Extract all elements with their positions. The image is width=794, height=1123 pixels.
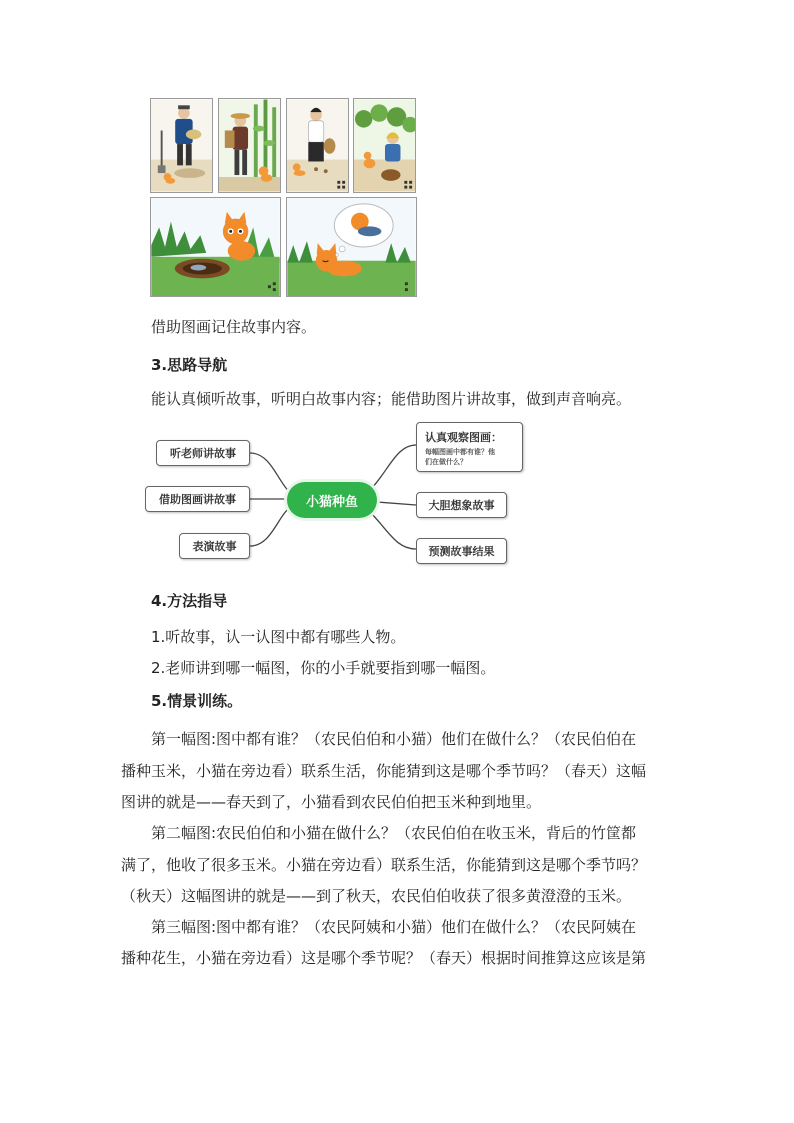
right-note-title: 认真观察图画： bbox=[425, 431, 502, 444]
section5-line-5: 满了，他收了很多玉米。小猫在旁边看）联系生活，你能猜到这是哪个季节吗？ bbox=[121, 856, 647, 874]
panel-farmer-harvest-corn bbox=[218, 98, 281, 193]
right-note-sub-1: 每幅图画中都有谁？他 bbox=[425, 448, 495, 456]
right-node-2-label: 预测故事结果 bbox=[428, 545, 495, 558]
left-node-3 bbox=[179, 533, 250, 559]
section4-item-1: 1.听故事，认一认图中都有哪些人物。 bbox=[151, 628, 406, 646]
section5-line-3: 图讲的就是——春天到了，小猫看到农民伯伯把玉米种到地里。 bbox=[121, 793, 542, 811]
left-node-1 bbox=[156, 440, 250, 466]
farmer-planting-image bbox=[151, 99, 212, 192]
mindmap-center-node bbox=[287, 482, 377, 518]
section5-line-4: 第二幅图:农民伯伯和小猫在做什么？（农民伯伯在收玉米，背后的竹筐都 bbox=[151, 824, 637, 842]
aunt-planting-image bbox=[287, 99, 348, 192]
illustration-caption: 借助图画记住故事内容。 bbox=[151, 318, 317, 336]
section3-heading: 3.思路导航 bbox=[151, 356, 228, 374]
left-node-2 bbox=[145, 486, 250, 512]
section5-heading: 5.情景训练。 bbox=[151, 692, 243, 710]
right-node-1-label: 大胆想象故事 bbox=[428, 499, 495, 512]
left-node-2-label: 借助图画讲故事 bbox=[159, 493, 236, 506]
section4-heading: 4.方法指导 bbox=[151, 592, 228, 610]
panel-cat-dreaming bbox=[286, 197, 417, 297]
section5-line-8: 播种花生，小猫在旁边看）这是哪个季节呢？（春天）根据时间推算这应该是第 bbox=[121, 949, 647, 967]
left-node-1-label: 听老师讲故事 bbox=[170, 447, 236, 460]
panel-farmer-planting-corn bbox=[150, 98, 213, 193]
aunt-harvest-image bbox=[354, 99, 415, 192]
section5-line-2: 播种玉米，小猫在旁边看）联系生活，你能猜到这是哪个季节吗？（春天）这幅 bbox=[121, 762, 647, 780]
right-note-sub-2: 们在做什么？ bbox=[425, 458, 467, 466]
center-node-label: 小猫种鱼 bbox=[305, 494, 358, 510]
section3-text: 能认真倾听故事，听明白故事内容；能借助图片讲故事，做到声音响亮。 bbox=[151, 390, 632, 408]
panel-cat-planting-fish bbox=[150, 197, 281, 297]
section5-line-7: 第三幅图:图中都有谁？（农民阿姨和小猫）他们在做什么？（农民阿姨在 bbox=[151, 918, 637, 936]
cat-planting-image bbox=[151, 198, 280, 296]
left-node-3-label: 表演故事 bbox=[192, 540, 237, 553]
section5-line-1: 第一幅图:图中都有谁？（农民伯伯和小猫）他们在做什么？（农民伯伯在 bbox=[151, 730, 637, 748]
right-node-2 bbox=[416, 538, 507, 564]
panel-aunt-planting-peanuts bbox=[286, 98, 349, 193]
right-note-node bbox=[416, 422, 523, 472]
farmer-harvest-image bbox=[219, 99, 280, 192]
section5-line-6: （秋天）这幅图讲的就是——到了秋天，农民伯伯收获了很多黄澄澄的玉米。 bbox=[121, 887, 632, 905]
right-node-1 bbox=[416, 492, 507, 518]
cat-dreaming-image bbox=[287, 198, 416, 296]
section4-item-2: 2.老师讲到哪一幅图，你的小手就要指到哪一幅图。 bbox=[151, 659, 496, 677]
panel-aunt-harvest-peanuts bbox=[353, 98, 416, 193]
